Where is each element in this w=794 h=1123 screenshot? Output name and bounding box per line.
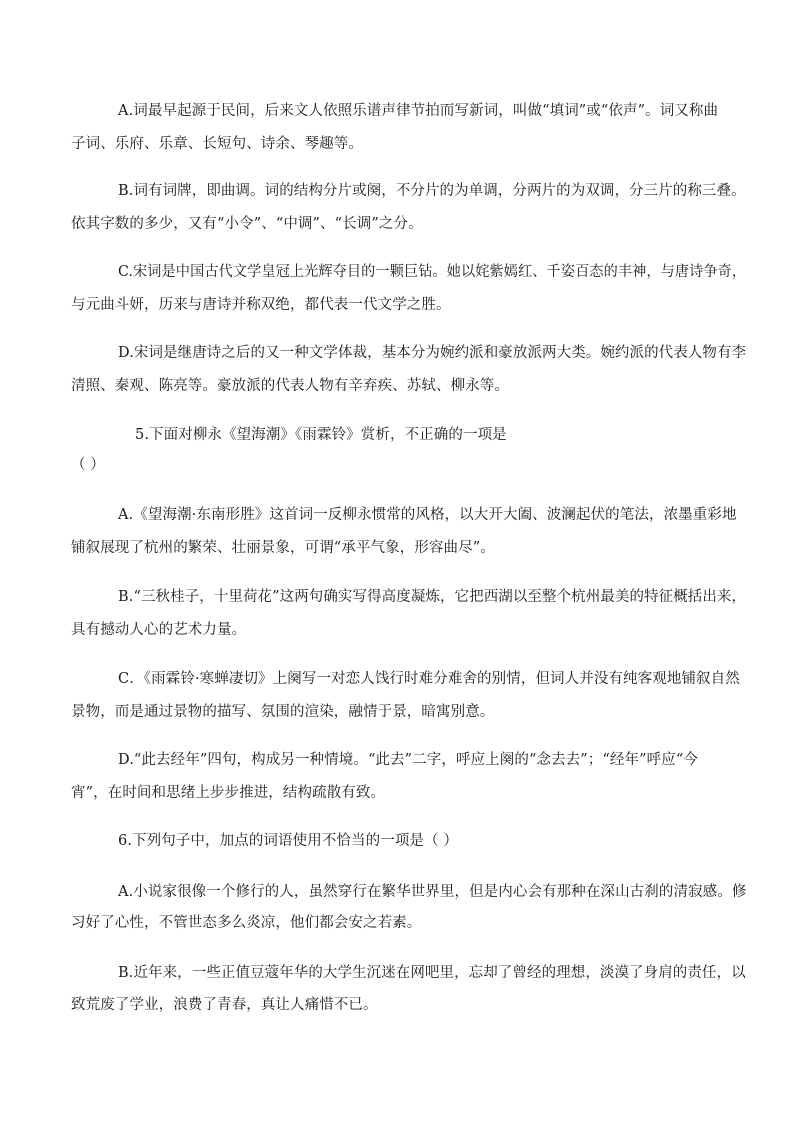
q5-option-b-line-1: B.“三秋桂子，十里荷花”这两句确实写得高度凝炼，它把西湖以至整个杭州最美的特征概括出来， — [118, 589, 747, 605]
q6-option-a-line-1: A.小说家很像一个修行的人，虽然穿行在繁华世界里，但是内心会有那种在深山古刹的清寂感。修 — [118, 884, 747, 900]
option-b-line-1: B.词有词牌，即曲调。词的结构分片或阕，不分片的为单调，分两片的为双调，分三片的称三叠。 — [118, 183, 746, 199]
option-d-line-1: D.宋词是继唐诗之后的又一种文学体裁，基本分为婉约派和豪放派两大类。婉约派的代表人物有李 — [118, 345, 747, 361]
q6-option-b-line-1: B.近年来，一些正值豆蔻年华的大学生沉迷在网吧里，忘却了曾经的理想，淡漠了身肩的责任，以 — [118, 965, 746, 981]
option-a-line-1: A.词最早起源于民间，后来文人依照乐谱声律节拍而写新词，叫做“填词”或“依声”。词又称曲 — [118, 103, 719, 119]
question-5-stem: 5.下面对柳永《望海潮》《雨霖铃》赏析，不正确的一项是 — [135, 427, 507, 443]
q5-option-b-line-2: 具有撼动人心的艺术力量。 — [71, 622, 247, 638]
question-6-stem: 6.下列句子中，加点的词语使用不恰当的一项是（ ） — [118, 833, 458, 849]
option-a-line-2: 子词、乐府、乐章、长短句、诗余、琴趣等。 — [71, 136, 363, 152]
q5-option-d-line-1: D.“此去经年”四句，构成另一种情境。“此去”二字，呼应上阕的“念去去”；“经年”呼应“今 — [118, 752, 698, 768]
q5-option-d-line-2: 宵”，在时间和思绪上步步推进，结构疏散有致。 — [71, 785, 386, 801]
option-d-line-2: 清照、秦观、陈亮等。豪放派的代表人物有辛弃疾、苏轼、柳永等。 — [71, 378, 509, 394]
q5-option-c-line-1: C．《雨霖铃·寒蝉凄切》上阕写一对恋人饯行时难分难舍的别情，但词人并没有纯客观地铺叙自然 — [118, 671, 740, 687]
option-c-line-1: C.宋词是中国古代文学皇冠上光辉夺目的一颗巨钻。她以姹紫嫣红、千姿百态的丰神，与唐诗争奇， — [118, 264, 747, 280]
q5-option-a-line-2: 铺叙展现了杭州的繁荣、壮丽景象，可谓“承平气象，形容曲尽”。 — [71, 540, 495, 556]
q5-option-c-line-2: 景物，而是通过景物的描写、氛围的渲染，融情于景，暗寓别意。 — [71, 704, 495, 720]
option-c-line-2: 与元曲斗妍，历来与唐诗并称双绝，都代表一代文学之胜。 — [71, 297, 451, 313]
q6-option-b-line-2: 致荒废了学业，浪费了青春，真让人痛惜不已。 — [71, 997, 378, 1013]
option-b-line-2: 依其字数的多少，又有“小令”、“中调”、“长调”之分。 — [71, 216, 423, 232]
question-5-answer-blank: （ ） — [71, 457, 105, 473]
q6-option-a-line-2: 习好了心性，不管世态多么炎凉，他们都会安之若素。 — [71, 915, 422, 931]
q5-option-a-line-1: A.《望海潮·东南形胜》这首词一反柳永惯常的风格，以大开大阖、波澜起伏的笔法，浓墨重彩地 — [118, 507, 737, 523]
